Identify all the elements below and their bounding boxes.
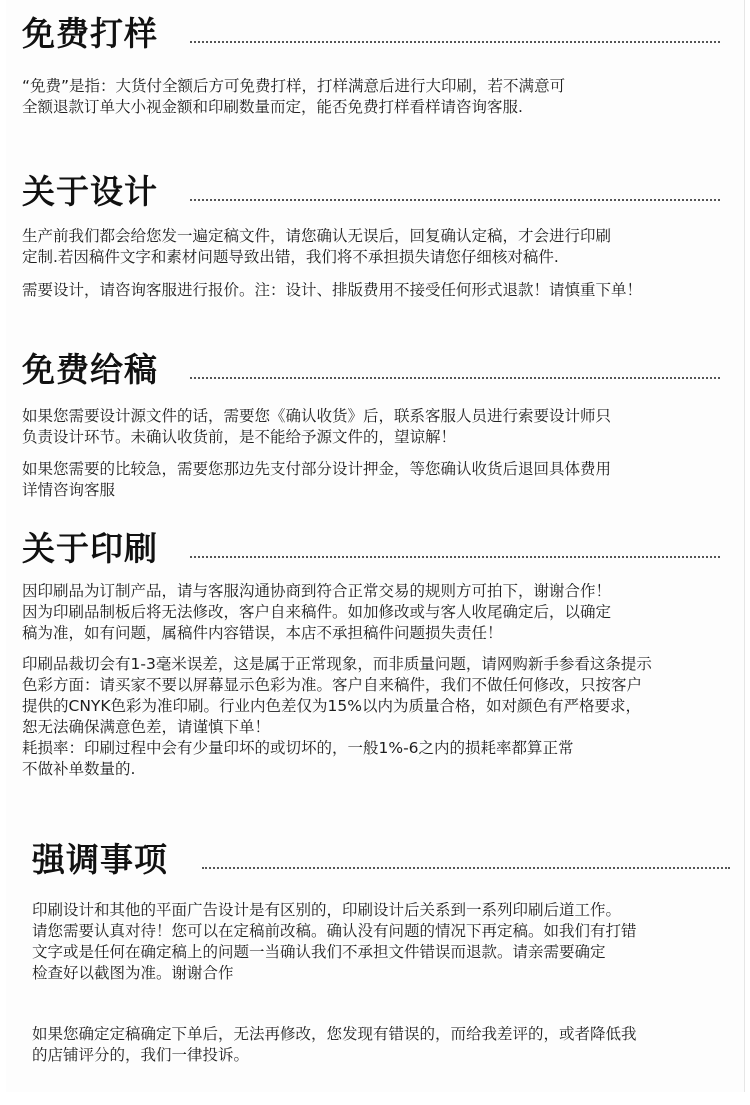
text-line: 的店铺评分的，我们一律投诉。 [32, 1046, 250, 1064]
text-line: 如果您需要的比较急，需要您那边先支付部分设计押金，等您确认收货后退回具体费用 [22, 460, 612, 478]
text-line: 因为印刷品制板后将无法修改，客户自来稿件。如加修改或与客人收尾确定后，以确定 [22, 603, 612, 621]
paragraph [22, 654, 738, 780]
section-title: 关于设计 [22, 172, 158, 211]
dotted-divider [202, 867, 730, 869]
section-title: 强调事项 [32, 840, 168, 879]
section-title: 免费给稿 [22, 350, 158, 389]
text-line: 请您需要认真对待！您可以在定稿前改稿。确认没有问题的情况下再定稿。如我们有打错 [32, 922, 637, 940]
section-about-design [22, 170, 738, 301]
text-line: 负责设计环节。未确认收货前，是不能给予源文件的，望谅解！ [22, 428, 457, 446]
dotted-divider [190, 199, 720, 201]
text-line: 色彩方面：请买家不要以屏幕显示色彩为准。客户自来稿件，我们不做任何修改，只按客户 [22, 676, 643, 694]
text-line: 详情咨询客服 [22, 481, 116, 499]
dotted-divider [190, 556, 720, 558]
dotted-divider [190, 377, 720, 379]
paragraph [22, 76, 738, 118]
text-line: 印刷品裁切会有1-3毫米误差，这是属于正常现象，而非质量问题，请网购新手参看这条提示 [22, 655, 652, 673]
dotted-divider [190, 41, 720, 43]
section-title: 关于印刷 [22, 529, 158, 568]
text-line: 耗损率：印刷过程中会有少量印坏的或切坏的，一般1%-6之内的损耗率都算正常 [22, 739, 574, 757]
section-heading [32, 838, 738, 882]
section-heading [22, 348, 738, 392]
paragraph [22, 581, 738, 644]
section-about-printing [22, 527, 738, 780]
paragraph [32, 1024, 738, 1066]
text-line: 不做补单数量的. [22, 760, 136, 778]
text-line: 全额退款订单大小视金额和印刷数量而定，能否免费打样看样请咨询客服. [22, 98, 523, 116]
paragraph [22, 226, 738, 268]
section-free-files [22, 348, 738, 501]
section-heading [22, 527, 738, 571]
text-line: 因印刷品为订制产品，请与客服沟通协商到符合正常交易的规则方可拍下，谢谢合作！ [22, 582, 612, 600]
text-line: 稿为准，如有问题，属稿件内容错误，本店不承担稿件问题损失责任！ [22, 624, 503, 642]
text-line: 提供的CNYK色彩为准印刷。行业内色差仅为15%以内为质量合格，如对颜色有严格要求， [22, 697, 642, 715]
text-line: 恕无法确保满意色差，请谨慎下单！ [22, 718, 271, 736]
paragraph [22, 406, 738, 448]
paragraph [22, 280, 738, 301]
text-line: 如果您需要设计源文件的话，需要您《确认收货》后，联系客服人员进行索要设计师只 [22, 407, 612, 425]
text-line: 需要设计，请咨询客服进行报价。注：设计、排版费用不接受任何形式退款！请慎重下单！ [22, 281, 643, 299]
section-key-notes [32, 838, 738, 1066]
text-line: 印刷设计和其他的平面广告设计是有区别的，印刷设计后关系到一系列印刷后道工作。 [32, 901, 622, 919]
text-line: 定制.若因稿件文字和素材问题导致出错，我们将不承担损失请您仔细核对稿件. [22, 248, 559, 266]
text-line: 如果您确定定稿确定下单后，无法再修改，您发现有错误的，而给我差评的，或者降低我 [32, 1025, 637, 1043]
text-line: 文字或是任何在确定稿上的问题一当确认我们不承担文件错误而退款。请亲需要确定 [32, 943, 606, 961]
paragraph [32, 900, 738, 984]
text-line: 检查好以截图为准。谢谢合作 [32, 964, 234, 982]
text-line: 生产前我们都会给您发一遍定稿文件，请您确认无误后，回复确认定稿，才会进行印刷 [22, 227, 612, 245]
section-heading [22, 12, 738, 56]
section-free-sample [22, 12, 738, 118]
paragraph [22, 459, 738, 501]
section-title: 免费打样 [22, 14, 158, 53]
text-line: “免费”是指：大货付全额后方可免费打样，打样满意后进行大印刷，若不满意可 [22, 77, 566, 95]
section-heading [22, 170, 738, 214]
